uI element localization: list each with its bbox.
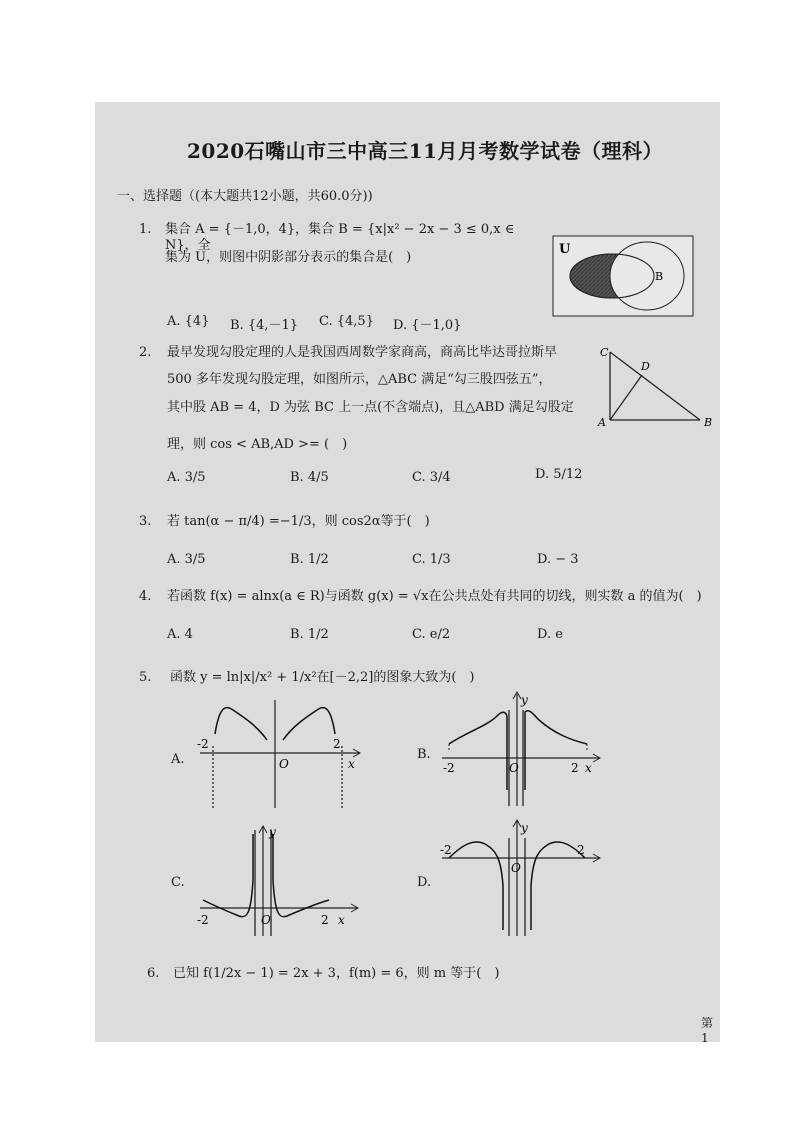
section-heading: 一、选择题（(本大题共12小题，共60.0分)) [117,189,373,204]
graph-option-a [195,696,367,812]
question-3-line1: 若 tan(α − π/4) =−1/3，则 cos2α等于( ) [167,514,430,529]
question-3-number: 3. [139,514,152,529]
graph-d-label-2: 2 [577,843,585,857]
exam-sheet [95,102,720,1042]
question-1-line1: 集合 A = {－1,0，4}，集合 B = {x|x² − 2x − 3 ≤ 0,x ∈ N}，全 [165,222,515,253]
triangle-label-b: B [704,416,713,429]
question-4-option-d: D. e [537,627,563,642]
question-1-option-b: B. {4,－1} [230,318,299,333]
graph-a-label-origin: O [279,757,289,771]
graph-b-label-origin: O [509,761,519,775]
question-6-line1: 已知 f(1/2x − 1) = 2x + 3，f(m) = 6，则 m 等于( ) [173,966,500,981]
question-5-number: 5. [139,670,152,685]
question-3-option-d: D. − 3 [537,552,579,567]
question-3-option-c: C. 1/3 [412,552,451,567]
question-1-line2: 集为 U，则图中阴影部分表示的集合是( ) [165,250,412,265]
question-4-number: 4. [139,589,152,604]
question-5-option-b: B. [417,747,431,762]
graph-option-b [437,690,607,810]
graph-d-label-y: y [521,821,528,835]
question-3-option-a: A. 3/5 [167,552,206,567]
question-2-line4: 理，则 cos < AB,AD >= ( ) [167,437,348,452]
question-4-option-c: C. e/2 [412,627,451,642]
question-6-number: 6. [147,966,160,981]
question-1-option-d: D. {－1,0} [393,318,462,333]
graph-option-d [437,816,607,940]
question-2-line2: 500 多年发现勾股定理，如图所示，△ABC 满足“勾三股四弦五”， [167,372,552,387]
question-5-option-d: D. [417,875,432,890]
graph-c-label-x: x [338,913,345,927]
question-3-option-b: B. 1/2 [290,552,329,567]
question-1-option-a: A. {4} [167,314,210,329]
question-2-line1: 最早发现勾股定理的人是我国西周数学家商高，商高比毕达哥拉斯早 [167,345,558,360]
graph-a-label-x: x [348,757,355,771]
triangle-figure [595,342,717,434]
venn-universe-label: U [559,242,571,257]
question-2-option-c: C. 3/4 [412,470,451,485]
graph-d-label-origin: O [511,861,521,875]
graph-c-label-origin: O [261,913,271,927]
question-4-option-a: A. 4 [167,627,193,642]
question-1-option-c: C. {4,5} [319,314,374,329]
graph-b-label-neg2: -2 [443,761,455,775]
question-2-number: 2. [139,345,152,360]
graph-b-label-x: x [585,761,592,775]
graph-a-label-2: 2 [333,737,341,751]
graph-c-label-y: y [269,825,276,839]
page-footer: 第1 [701,1016,714,1042]
question-5-option-a: A. [171,752,185,767]
graph-c-label-2: 2 [321,913,329,927]
triangle-label-a: A [598,416,606,429]
graph-a-label-neg2: -2 [197,737,209,751]
triangle-label-d: D [641,360,650,373]
graph-option-c [195,820,367,940]
question-5-line1: 函数 y = ln|x|/x² + 1/x²在[－2,2]的图象大致为( ) [170,670,475,685]
triangle-label-c: C [600,346,609,359]
question-1-number: 1. [139,222,152,237]
question-2-line3: 其中股 AB = 4，D 为弦 BC 上一点(不含端点)，且△ABD 满足勾股定 [167,400,574,415]
question-4-option-b: B. 1/2 [290,627,329,642]
venn-set-b-label: B [655,270,664,283]
question-2-option-a: A. 3/5 [167,470,206,485]
question-5-option-c: C. [171,875,185,890]
venn-diagram [552,235,694,317]
question-4-line1: 若函数 f(x) = alnx(a ∈ R)与函数 g(x) = √x在公共点处有共同的切线，则实数 a 的值为( ) [167,589,702,604]
graph-c-label-neg2: -2 [197,913,209,927]
graph-b-label-y: y [521,693,528,707]
graph-b-label-2: 2 [571,761,579,775]
graph-d-label-neg2: -2 [440,843,452,857]
question-2-option-b: B. 4/5 [290,470,329,485]
exam-title: 2020石嘴山市三中高三11月月考数学试卷（理科） [187,139,663,163]
question-2-option-d: D. 5/12 [535,467,583,482]
